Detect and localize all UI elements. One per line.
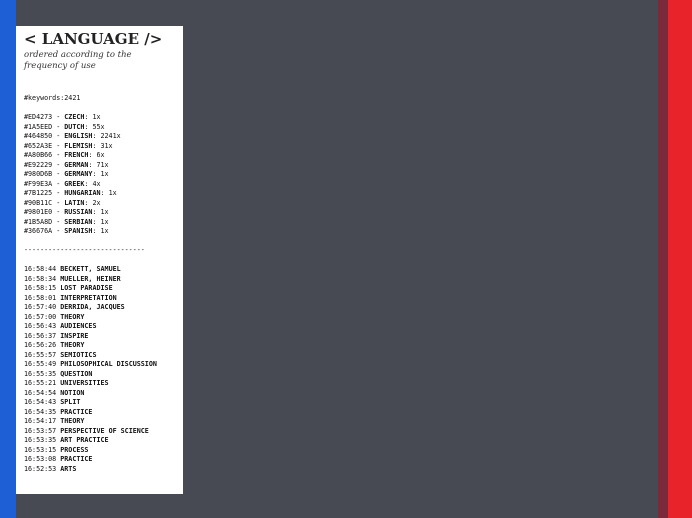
history-term: PROCESS (60, 445, 89, 454)
language-row[interactable] (24, 208, 177, 218)
history-term: PRACTICE (60, 455, 93, 463)
language-count: : 2241x (92, 132, 121, 140)
language-name: FRENCH (64, 151, 89, 159)
language-row[interactable] (24, 218, 177, 228)
history-term: SPLIT (60, 398, 81, 406)
language-name: RUSSIAN (64, 208, 93, 216)
right-color-stripe-dark (658, 0, 668, 518)
language-hex: #9801E0 - (24, 208, 65, 216)
language-count: : 1x (92, 208, 109, 216)
history-term: QUESTION (60, 369, 93, 378)
left-color-bar (0, 0, 16, 518)
history-item[interactable] (24, 436, 177, 446)
language-name: CZECH (64, 113, 85, 121)
history-time: 16:57:40 (24, 303, 61, 311)
language-hex: #464850 - (24, 132, 65, 140)
language-name: GERMAN (64, 160, 89, 169)
history-term: THEORY (60, 341, 85, 349)
history-time: 16:58:34 (24, 274, 61, 283)
language-name: SERBIAN (64, 217, 93, 226)
history-time: 16:54:17 (24, 417, 61, 425)
language-name: HUNGARIAN (64, 189, 101, 197)
language-name: ENGLISH (64, 132, 93, 140)
history-time: 16:55:57 (24, 350, 61, 359)
history-term: ART PRACTICE (60, 436, 109, 444)
language-row[interactable] (24, 180, 177, 190)
history-item[interactable] (24, 275, 177, 285)
separator: ------------------------------ (24, 246, 145, 254)
history-item[interactable] (24, 332, 177, 342)
history-item[interactable] (24, 360, 177, 370)
history-time: 16:54:54 (24, 388, 61, 397)
history-item[interactable] (24, 398, 177, 408)
language-hex: #ED4273 - (24, 113, 65, 121)
history-time: 16:55:21 (24, 379, 61, 387)
language-hex: #652A3E - (24, 141, 65, 150)
history-time: 16:54:43 (24, 398, 61, 406)
language-hex: #1A5EED - (24, 122, 65, 131)
language-name: GREEK (64, 179, 85, 188)
history-term: MUELLER, HEINER (60, 274, 121, 283)
language-hex: #90B11C - (24, 198, 65, 207)
language-name: LATIN (64, 198, 85, 207)
language-list (24, 113, 177, 237)
history-item[interactable] (24, 389, 177, 399)
history-term: BECKETT, SAMUEL (60, 265, 121, 273)
history-term: THEORY (60, 417, 85, 425)
history-time: 16:54:35 (24, 407, 61, 416)
language-count: : 1x (84, 113, 101, 121)
history-item[interactable] (24, 322, 177, 332)
language-hex: #980D6B - (24, 170, 65, 178)
history-term: PHILOSOPHICAL DISCUSSION (60, 360, 157, 368)
history-time: 16:53:15 (24, 445, 61, 454)
language-hex: #36676A - (24, 227, 65, 235)
language-hex: #1B5A8D - (24, 217, 65, 226)
language-row[interactable] (24, 113, 177, 123)
language-hex: #E92229 - (24, 160, 65, 169)
history-term: INSPIRE (60, 331, 89, 340)
history-term: NOTION (60, 388, 85, 397)
history-item[interactable] (24, 341, 177, 351)
language-panel (16, 26, 183, 494)
language-count: : 6x (88, 151, 105, 159)
history-time: 16:57:00 (24, 312, 61, 321)
language-name: FLEMISH (64, 141, 93, 150)
history-item[interactable] (24, 351, 177, 361)
language-count: : 1x (100, 189, 117, 197)
panel-subtitle: ordered according to the frequency of use (24, 50, 132, 71)
history-item[interactable] (24, 294, 177, 304)
language-count: : 71x (88, 160, 109, 169)
history-item[interactable] (24, 303, 177, 313)
language-name: GERMANY (64, 170, 93, 178)
history-time: 16:56:43 (24, 322, 61, 330)
history-item[interactable] (24, 370, 177, 380)
language-row[interactable] (24, 199, 177, 209)
history-item[interactable] (24, 284, 177, 294)
history-time: 16:58:01 (24, 293, 61, 302)
history-item[interactable] (24, 465, 177, 475)
history-time: 16:52:53 (24, 464, 61, 473)
language-hex: #F99E3A - (24, 179, 65, 188)
language-row[interactable] (24, 142, 177, 152)
language-count: : 1x (92, 170, 109, 178)
history-item[interactable] (24, 379, 177, 389)
history-time: 16:53:35 (24, 436, 61, 444)
history-item[interactable] (24, 417, 177, 427)
history-term: LOST PARADISE (60, 284, 113, 292)
language-row[interactable] (24, 161, 177, 171)
language-count: : 31x (92, 141, 113, 150)
history-time: 16:55:49 (24, 360, 61, 368)
history-time: 16:53:57 (24, 426, 61, 435)
right-color-stripe-red (668, 0, 692, 518)
history-time: 16:58:15 (24, 284, 61, 292)
history-term: ARTS (60, 464, 77, 473)
language-count: : 1x (92, 227, 109, 235)
language-row[interactable] (24, 227, 177, 237)
language-row[interactable] (24, 189, 177, 199)
language-row[interactable] (24, 151, 177, 161)
history-item[interactable] (24, 427, 177, 437)
language-name: DUTCH (64, 122, 85, 131)
language-count: : 55x (84, 122, 105, 131)
language-count: : 1x (92, 217, 109, 226)
history-item[interactable] (24, 265, 177, 275)
language-row[interactable] (24, 123, 177, 133)
history-term: SEMIOTICS (60, 350, 97, 359)
language-hex: #7B1225 - (24, 189, 65, 197)
history-term: INTERPRETATION (60, 293, 117, 302)
history-list (24, 265, 177, 474)
language-count: : 4x (84, 179, 101, 188)
language-name: SPANISH (64, 227, 93, 235)
history-time: 16:56:26 (24, 341, 61, 349)
language-row[interactable] (24, 170, 177, 180)
language-row[interactable] (24, 132, 177, 142)
history-term: UNIVERSITIES (60, 379, 109, 387)
history-item[interactable] (24, 313, 177, 323)
panel-title: < LANGUAGE /> (24, 30, 163, 48)
language-hex: #A80B66 - (24, 151, 65, 159)
keyword-count: #keywords:2421 (24, 94, 81, 102)
history-time: 16:55:35 (24, 369, 61, 378)
history-term: THEORY (60, 312, 85, 321)
history-item[interactable] (24, 455, 177, 465)
history-item[interactable] (24, 408, 177, 418)
language-count: : 2x (84, 198, 101, 207)
history-time: 16:53:08 (24, 455, 61, 463)
history-term: PERSPECTIVE OF SCIENCE (60, 426, 149, 435)
history-time: 16:56:37 (24, 331, 61, 340)
history-term: AUDIENCES (60, 322, 97, 330)
history-term: PRACTICE (60, 407, 93, 416)
history-term: DERRIDA, JACQUES (60, 303, 125, 311)
history-time: 16:58:44 (24, 265, 61, 273)
history-item[interactable] (24, 446, 177, 456)
